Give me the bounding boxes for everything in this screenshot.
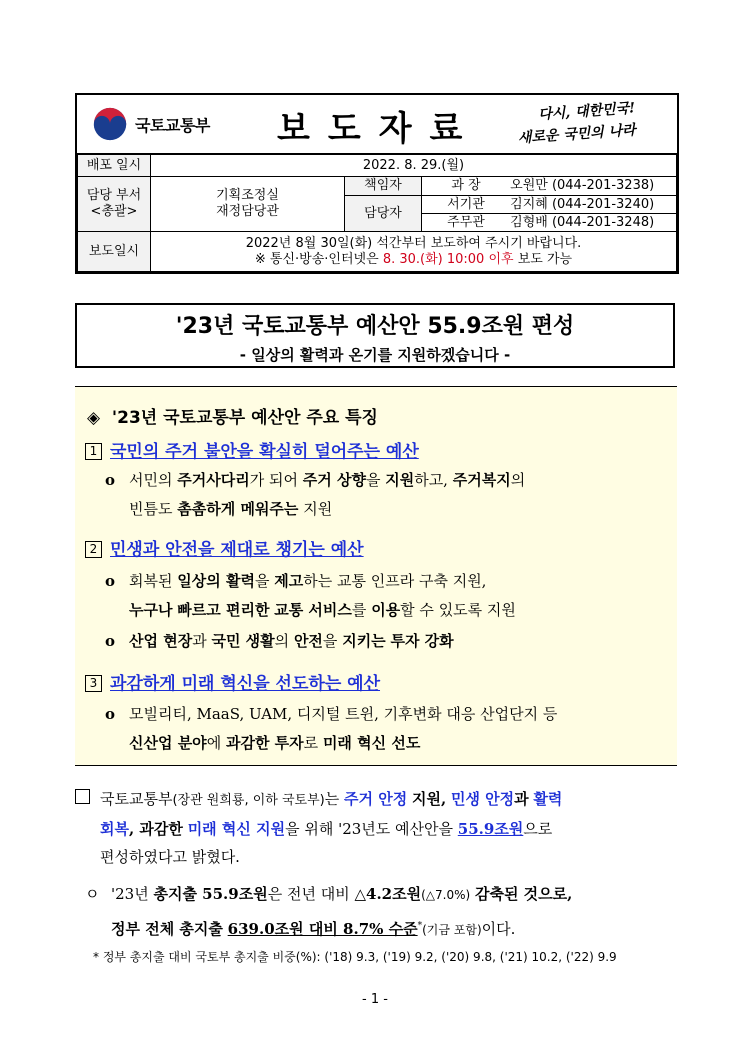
highlights-heading-text: '23년 국토교통부 예산안 주요 특징 (111, 408, 378, 428)
release-note-post: 보도 가능 (517, 251, 573, 267)
distribution-date: 2022. 8. 29.(월) (151, 155, 677, 177)
emphasis: 산업 현장 (129, 632, 193, 650)
emphasis: 55.9조원 (457, 820, 524, 838)
text-run: 빈틈도 (129, 500, 173, 518)
emphasis: 국민 생활 (211, 632, 275, 650)
emphasis: 지키는 (342, 632, 386, 650)
government-slogan (516, 97, 649, 150)
bullet-mark: o (105, 632, 116, 650)
emphasis: 주거사다리 (177, 471, 250, 489)
emphasis: 이용 (371, 601, 401, 619)
text-run: 할 수 있도록 지원 (400, 601, 516, 619)
slogan-line1: 다시, 대한민국! (537, 100, 636, 124)
text-run: 이다. (481, 920, 516, 938)
department-label-cell (78, 177, 151, 232)
emphasis: 안전 (293, 632, 323, 650)
contact-row (422, 214, 677, 232)
text-run: 과 (192, 632, 207, 650)
emphasis: 누구나 (129, 601, 173, 619)
responsible-label: 책임자 (345, 177, 422, 196)
emphasis: 투자 강화 (390, 632, 454, 650)
bullet-mark: o (105, 572, 116, 590)
emphasis: 주거 상향 (302, 471, 366, 489)
text-run: 는 (324, 790, 340, 808)
page-number: - 1 - (362, 992, 388, 1007)
diamond-icon: ◈ (87, 408, 101, 428)
text-run: 을 (322, 632, 338, 650)
text-run: 모빌리티, MaaS, UAM, 디지털 트윈, 기후변화 대응 산업단지 등 (129, 705, 558, 723)
section-number: 1 (85, 443, 102, 460)
contact-person: 오원만 (044-201-3238) (510, 178, 655, 193)
emphasis: 교통 서비스 (274, 601, 352, 619)
release-time-cell (151, 232, 677, 272)
release-time-label: 보도일시 (78, 232, 151, 272)
emphasis: △4.2조원 (354, 885, 422, 903)
contact-row (422, 196, 677, 214)
highlights-heading (87, 403, 378, 428)
text-run: 하는 교통 인프라 구축 지원, (303, 572, 487, 590)
text-run: 서민의 (129, 471, 173, 489)
body-paragraph-1 (75, 785, 685, 871)
emphasis: , 과감한 (128, 820, 183, 838)
text-run: 국토교통부 (100, 790, 173, 808)
section-heading-3 (85, 669, 380, 694)
emphasis: 신산업 분야 (129, 734, 207, 752)
taegeuk-logo-icon (91, 105, 129, 143)
footnote-mark: * (417, 921, 423, 931)
text-run: '23년 (111, 885, 149, 903)
bullet-item (105, 466, 525, 524)
text-run: 으로 (523, 820, 553, 838)
emphasis: 주거 안정 (344, 790, 408, 808)
emphasis: 활력 (533, 790, 563, 808)
text-run: 회복된 (129, 572, 173, 590)
emphasis: 감축된 것으로, (474, 885, 573, 903)
section-number: 2 (85, 541, 102, 558)
emphasis: 미래 혁신 선도 (322, 734, 421, 752)
header-banner (77, 95, 677, 154)
emphasis: 일상의 활력 (177, 572, 255, 590)
text-run: 가 되어 (249, 471, 298, 489)
release-note-pre: ※ 통신·방송·인터넷은 (254, 251, 379, 267)
staff-label: 담당자 (345, 196, 422, 232)
sub-headline: - 일상의 활력과 온기를 지원하겠습니다 - (239, 346, 511, 364)
section-title: 과감하게 미래 혁신을 선도하는 예산 (110, 674, 381, 694)
text-run: 로 (303, 734, 319, 752)
slogan-line2: 새로운 국민의 나라 (517, 122, 637, 147)
text-run: 하고, (414, 471, 448, 489)
department-label: 담당 부서 (86, 188, 142, 203)
emphasis: 민생 안정 (450, 790, 515, 808)
section-title: 민생과 안전을 제대로 챙기는 예산 (110, 540, 364, 560)
bullet-item (105, 700, 557, 758)
bullet-item (105, 567, 516, 625)
emphasis: 과 (514, 790, 529, 808)
release-embargo-time: 8. 30.(화) 10:00 이후 (382, 251, 514, 267)
emphasis: 제고 (274, 572, 304, 590)
contact-row (422, 177, 677, 196)
emphasis: 주거복지 (452, 471, 511, 489)
section-title: 국민의 주거 불안을 확실히 덜어주는 예산 (110, 442, 419, 462)
release-info-table (77, 154, 677, 272)
emphasis: 빠르고 편리한 (177, 601, 270, 619)
text-run: 을 (365, 471, 381, 489)
emphasis: 지원 (385, 471, 415, 489)
main-headline: '23년 국토교통부 예산안 55.9조원 편성 (175, 314, 575, 339)
contact-role: 서기관 (447, 196, 485, 212)
emphasis: 정부 전체 총지출 (111, 920, 223, 938)
bullet-mark: o (105, 705, 116, 723)
section-heading-1 (85, 437, 419, 462)
press-release-title: 보도자료 (277, 109, 481, 149)
text-run: 은 전년 대비 (267, 885, 350, 903)
emphasis: 지원, (411, 790, 447, 808)
text-run: 지원 (303, 500, 333, 518)
department-name2: 재정담당관 (216, 204, 279, 219)
emphasis: 639.0조원 대비 8.7% 수준 (227, 920, 418, 938)
checkbox-square-icon (75, 789, 90, 804)
distribution-label: 배포 일시 (78, 155, 151, 177)
text-run: 를 (351, 601, 367, 619)
ministry-name: 국토교통부 (135, 115, 210, 135)
text-run: 편성하였다고 밝혔다. (100, 848, 240, 866)
bullet-mark: o (105, 471, 116, 489)
bullet-item (105, 627, 454, 656)
contact-person: 김지혜 (044-201-3240) (510, 196, 655, 212)
text-run: 의 (510, 471, 526, 489)
text-run: (기금 포함) (422, 923, 482, 937)
emphasis: 과감한 투자 (225, 734, 304, 752)
contact-role: 주무관 (447, 214, 485, 230)
bullet-mark: ㅇ (85, 885, 100, 903)
body-paragraph-2 (85, 879, 685, 946)
section-number: 3 (85, 675, 102, 692)
text-run: 의 (274, 632, 290, 650)
department-sub: <총괄> (90, 204, 138, 219)
text-run: 을 (254, 572, 270, 590)
release-instruction: 2022년 8월 30일(화) 석간부터 보도하여 주시기 바랍니다. (245, 235, 582, 251)
department-name1: 기획조정실 (216, 188, 279, 203)
department-name-cell (151, 177, 345, 232)
text-run: (△7.0%) (421, 888, 471, 902)
text-run: 을 위해 '23년도 예산안을 (285, 820, 454, 838)
contact-person: 김형배 (044-201-3248) (510, 214, 655, 230)
section-heading-2 (85, 535, 364, 560)
headline-box (75, 303, 675, 368)
text-run: 에 (206, 734, 222, 752)
text-run: (장관 원희룡, 이하 국토부) (172, 793, 325, 808)
footnote: * 정부 총지출 대비 국토부 총지출 비중(%): ('18) 9.3, ('19) 9.2, ('20) 9.8, ('21) 10.2, ('22) 9.9 (93, 950, 617, 964)
press-header (75, 93, 679, 274)
ministry-logo (91, 105, 210, 143)
emphasis: 회복 (100, 820, 129, 838)
emphasis: 촘촘하게 메워주는 (177, 500, 299, 518)
emphasis: 미래 혁신 지원 (187, 820, 286, 838)
contact-role: 과 장 (451, 178, 481, 193)
highlights-box (75, 386, 677, 766)
emphasis: 총지출 55.9조원 (153, 885, 268, 903)
